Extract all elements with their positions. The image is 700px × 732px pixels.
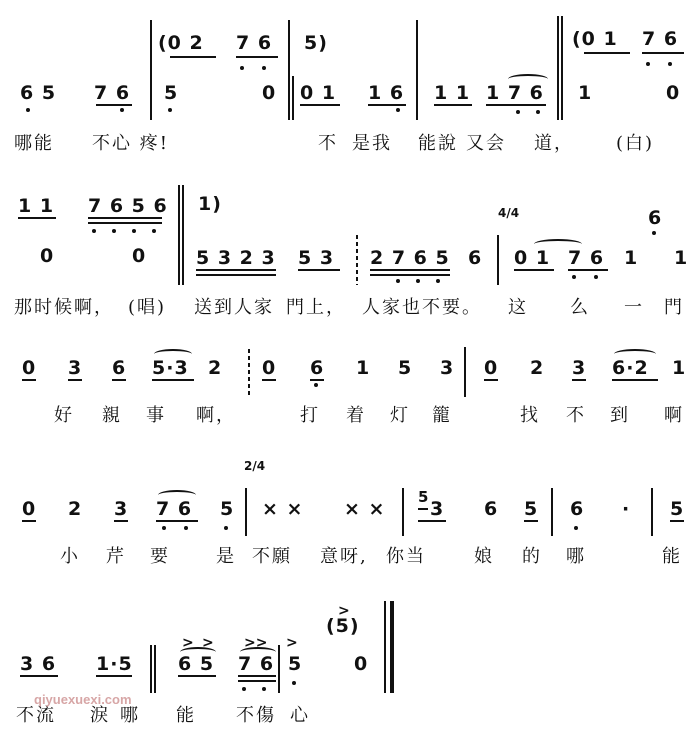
instr-notes: (0 1: [572, 28, 618, 50]
vocal-notes: 7 6: [238, 653, 275, 675]
lyric: (白): [616, 133, 655, 154]
vocal-notes: 5: [670, 498, 685, 520]
lyric: 能: [176, 705, 196, 726]
score-line-2: [0, 165, 700, 325]
vocal-notes: 5: [288, 653, 303, 675]
vocal-notes: 1: [624, 247, 639, 269]
lyric: 你当: [386, 546, 426, 567]
vocal-notes: 0: [262, 357, 277, 379]
instr-notes: 7 6: [236, 32, 273, 54]
vocal-notes: 7 6: [94, 82, 131, 104]
vocal-notes: 1: [674, 247, 689, 269]
vocal-notes: 0: [262, 82, 277, 104]
lyric: 的: [522, 546, 542, 567]
lyric: 娘: [474, 546, 494, 567]
lyric: 不: [566, 405, 586, 426]
vocal-notes: 0: [484, 357, 499, 379]
instr-notes: 1 1: [18, 195, 55, 217]
score-line-3: [0, 325, 700, 450]
vocal-notes: 1·5: [96, 653, 133, 675]
lyric: 找: [520, 405, 540, 426]
lyric: 灯: [390, 405, 410, 426]
lyric: 哪能: [14, 133, 54, 154]
lyric: 籠: [432, 405, 452, 426]
vocal-notes: 0: [22, 357, 37, 379]
instr-notes: (5): [326, 615, 360, 637]
vocal-notes: 6: [484, 498, 499, 520]
watermark: qiyuexuexi.com: [34, 692, 132, 707]
lyric: 不流: [16, 705, 56, 726]
vocal-notes: 2 7 6 5: [370, 247, 450, 269]
vocal-notes: 5: [524, 498, 539, 520]
vocal-notes: 6·2: [612, 357, 649, 379]
vocal-notes: 1 6: [368, 82, 405, 104]
lyric: 不傷: [236, 705, 276, 726]
instr-notes: (0 2: [158, 32, 204, 54]
lyric: 意呀,: [320, 546, 368, 567]
lyric: 不願: [252, 546, 292, 567]
vocal-notes: 5 3 2 3: [196, 247, 276, 269]
lyric: 么: [570, 297, 590, 318]
vocal-notes: 3: [114, 498, 129, 520]
lyric: 門上，: [286, 297, 346, 318]
score-line-5: > (5) > > >> > 3 6 1·5 6 5 7 6 5 0 不流 淚 哪 能 不傷 心 qiyuexuexi.com: [0, 575, 700, 732]
lyric: 哪: [566, 546, 586, 567]
vocal-notes: 3: [440, 357, 455, 379]
vocal-notes: 0: [22, 498, 37, 520]
lyric: 是我: [352, 133, 392, 154]
vocal-notes: 1 7 6: [486, 82, 544, 104]
lyric: 心: [290, 705, 310, 726]
vocal-notes: 6: [310, 357, 325, 379]
lyric: 一: [624, 297, 644, 318]
vocal-notes: 0 1: [514, 247, 551, 269]
lyric: 要: [150, 546, 170, 567]
vocal-notes: 0 1: [300, 82, 337, 104]
vocal-notes: × ×: [262, 498, 304, 520]
vocal-notes: 0: [40, 245, 55, 267]
vocal-notes: 3 6: [20, 653, 57, 675]
vocal-notes: 6: [468, 247, 483, 269]
vocal-notes: 0: [666, 82, 681, 104]
vocal-notes: 6 5: [20, 82, 57, 104]
meter-4-4: 4/4: [498, 206, 520, 220]
lyric: 送到人家: [194, 297, 274, 318]
lyric: 这: [508, 297, 528, 318]
vocal-notes: 5·3: [152, 357, 189, 379]
vocal-notes: 5: [164, 82, 179, 104]
vocal-notes: 7 6: [156, 498, 193, 520]
vocal-notes: × ×: [344, 498, 386, 520]
lyric: 能說: [418, 133, 458, 154]
vocal-notes: 2: [68, 498, 83, 520]
lyric: 啊，: [196, 405, 236, 426]
vocal-notes: 3: [68, 357, 83, 379]
instr-notes: 5): [304, 32, 328, 54]
instr-notes: 1): [198, 193, 222, 215]
lyric: 不心 疼!: [92, 133, 169, 154]
score-line-1: [0, 0, 700, 165]
score-line-4: [0, 450, 700, 575]
meter-2-4: 2/4: [244, 459, 266, 473]
instr-notes: 7 6 5 6: [88, 195, 168, 217]
lyric: 那时候啊，: [14, 297, 114, 318]
vocal-notes: 5: [220, 498, 235, 520]
vocal-notes: 1 1: [434, 82, 471, 104]
lyric: 是: [216, 546, 236, 567]
grace-note: 6: [648, 207, 663, 229]
lyric: 道，: [534, 133, 574, 154]
lyric: 打: [300, 405, 320, 426]
vocal-notes: 3: [572, 357, 587, 379]
vocal-notes: 0: [354, 653, 369, 675]
lyric: 哪: [120, 705, 140, 726]
lyric: 芹: [106, 546, 126, 567]
lyric: 淚: [90, 705, 110, 726]
vocal-notes: 2: [208, 357, 223, 379]
vocal-notes: 5: [398, 357, 413, 379]
vocal-notes: 1: [578, 82, 593, 104]
lyric: 好: [54, 405, 74, 426]
lyric: 不: [318, 133, 338, 154]
lyric: 到: [610, 405, 630, 426]
vocal-notes: 6: [112, 357, 127, 379]
lyric: 人家也不要。: [362, 297, 482, 318]
vocal-notes: 6 5: [178, 653, 215, 675]
lyric: 啊: [664, 405, 684, 426]
lyric: 事: [146, 405, 166, 426]
vocal-notes: 5 3: [298, 247, 335, 269]
vocal-notes: 3: [430, 498, 445, 520]
instr-notes: 7 6: [642, 28, 679, 50]
lyric: (唱): [128, 297, 167, 318]
vocal-notes: 7 6: [568, 247, 605, 269]
vocal-notes: 5: [418, 488, 430, 506]
vocal-notes: 1: [672, 357, 687, 379]
vocal-notes: ·: [622, 498, 631, 520]
vocal-notes: 1: [356, 357, 371, 379]
lyric: 能: [662, 546, 682, 567]
lyric: 着: [346, 405, 366, 426]
lyric: 小: [60, 546, 80, 567]
vocal-notes: 2: [530, 357, 545, 379]
vocal-notes: 6: [570, 498, 585, 520]
lyric: 親: [102, 405, 122, 426]
lyric: 又会: [466, 133, 506, 154]
lyric: 門: [664, 297, 684, 318]
vocal-notes: 0: [132, 245, 147, 267]
